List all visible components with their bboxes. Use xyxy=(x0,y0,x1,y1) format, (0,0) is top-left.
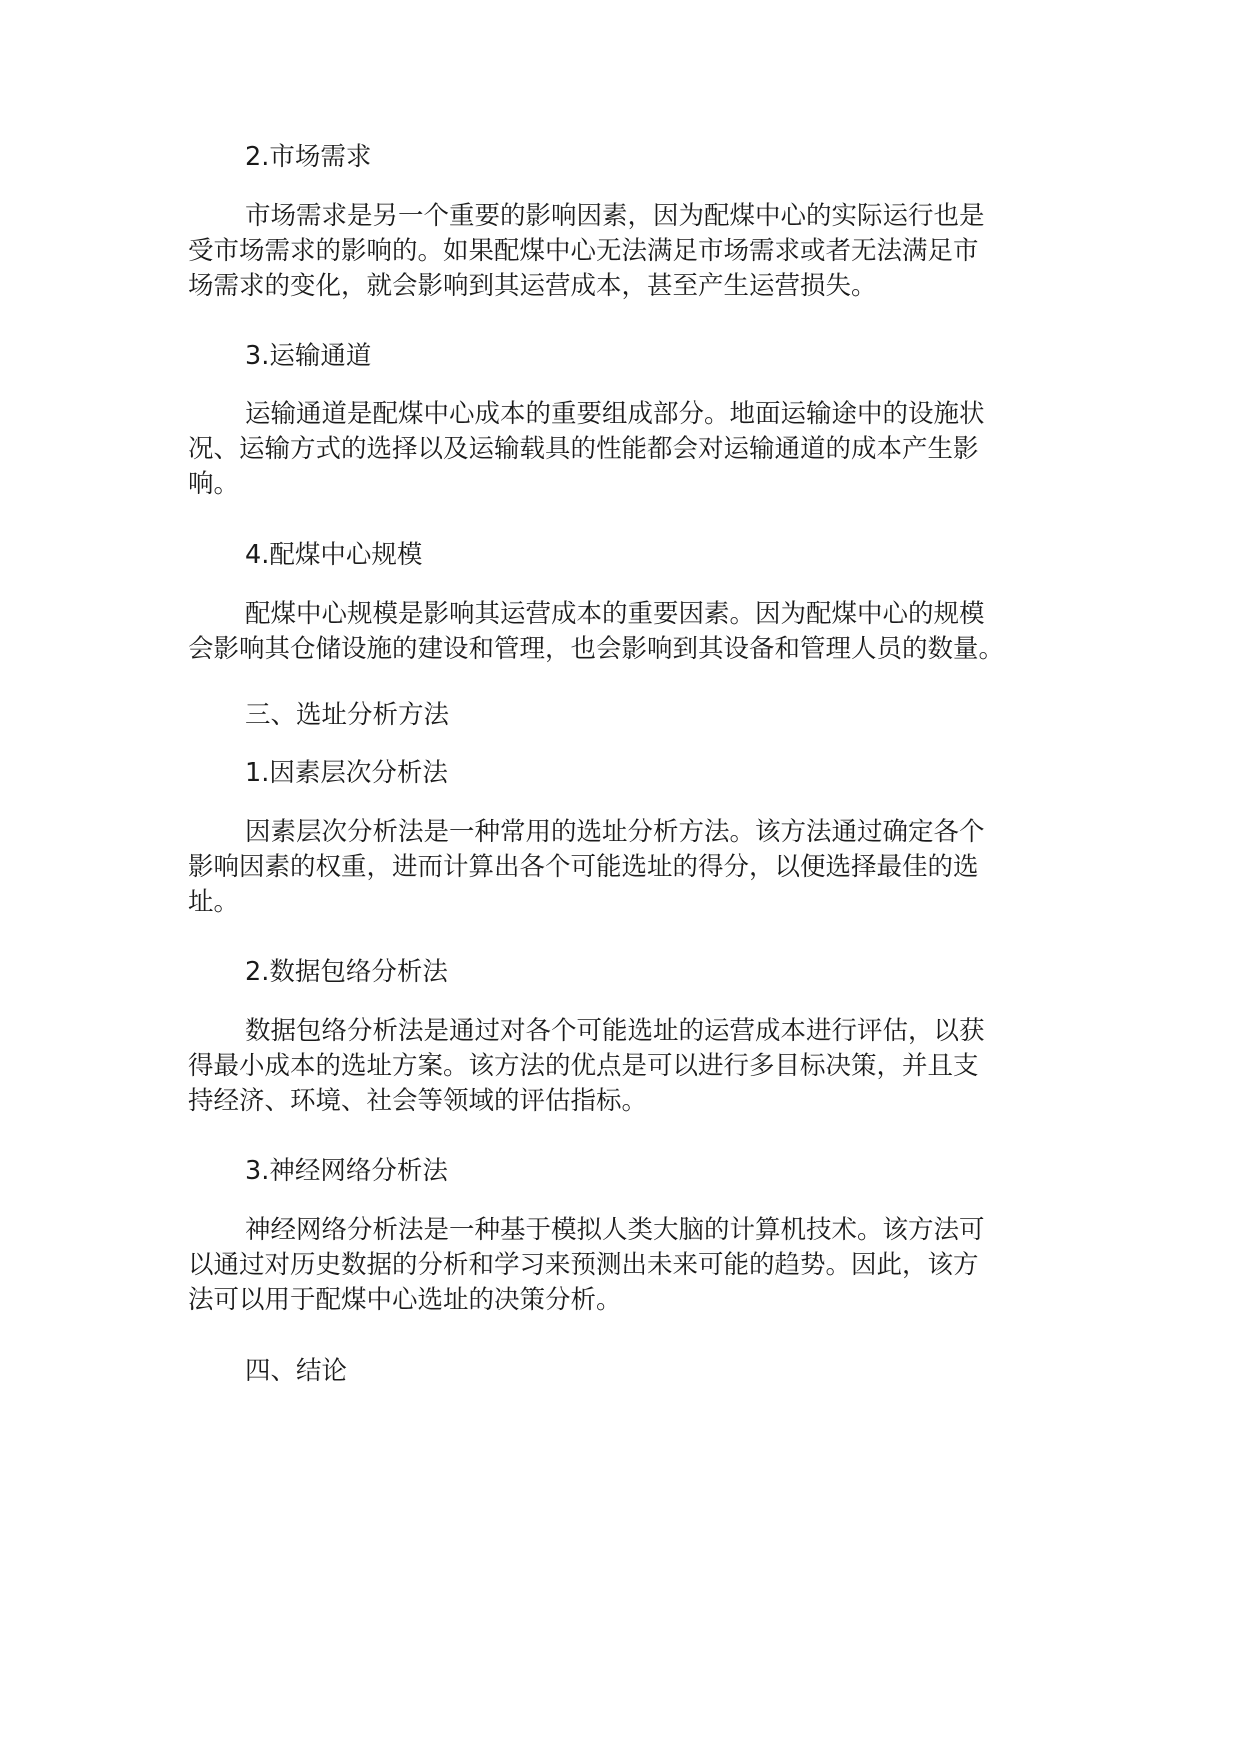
paragraph-line: 数据包络分析法是通过对各个可能选址的运营成本进行评估，以获 xyxy=(245,1016,985,1046)
paragraph-market-demand xyxy=(188,199,1068,304)
section-heading-ahp: 1.因素层次分析法 xyxy=(245,758,448,788)
paragraph-line: 持经济、环境、社会等领域的评估指标。 xyxy=(188,1086,648,1116)
section-heading-center-scale: 4.配煤中心规模 xyxy=(245,540,423,570)
paragraph-line: 得最小成本的选址方案。该方法的优点是可以进行多目标决策，并且支 xyxy=(188,1051,979,1081)
paragraph-line: 配煤中心规模是影响其运营成本的重要因素。因为配煤中心的规模 xyxy=(245,599,985,629)
paragraph-line: 况、运输方式的选择以及运输载具的性能都会对运输通道的成本产生影 xyxy=(188,434,979,464)
paragraph-line: 会影响其仓储设施的建设和管理，也会影响到其设备和管理人员的数量。 xyxy=(188,634,1005,664)
paragraph-center-scale xyxy=(188,597,1068,667)
paragraph-line: 以通过对历史数据的分析和学习来预测出未来可能的趋势。因此，该方 xyxy=(188,1250,979,1280)
paragraph-line: 因素层次分析法是一种常用的选址分析方法。该方法通过确定各个 xyxy=(245,817,985,847)
section-heading-site-analysis-methods: 三、选址分析方法 xyxy=(245,700,450,730)
paragraph-line: 运输通道是配煤中心成本的重要组成部分。地面运输途中的设施状 xyxy=(245,399,985,429)
paragraph-line: 场需求的变化，就会影响到其运营成本，甚至产生运营损失。 xyxy=(188,271,877,301)
paragraph-line: 响。 xyxy=(188,469,240,499)
section-heading-conclusion: 四、结论 xyxy=(245,1356,348,1386)
paragraph-dea xyxy=(188,1014,1068,1119)
section-heading-neural-network: 3.神经网络分析法 xyxy=(245,1156,448,1186)
paragraph-transport-channel xyxy=(188,397,1068,502)
section-heading-dea: 2.数据包络分析法 xyxy=(245,957,448,987)
paragraph-line: 市场需求是另一个重要的影响因素，因为配煤中心的实际运行也是 xyxy=(245,201,985,231)
paragraph-line: 法可以用于配煤中心选址的决策分析。 xyxy=(188,1285,622,1315)
paragraph-line: 影响因素的权重，进而计算出各个可能选址的得分，以便选择最佳的选 xyxy=(188,852,979,882)
section-heading-transport-channel: 3.运输通道 xyxy=(245,341,372,371)
paragraph-neural-network xyxy=(188,1213,1068,1318)
paragraph-ahp xyxy=(188,815,1068,920)
paragraph-line: 神经网络分析法是一种基于模拟人类大脑的计算机技术。该方法可 xyxy=(245,1215,985,1245)
paragraph-line: 受市场需求的影响的。如果配煤中心无法满足市场需求或者无法满足市 xyxy=(188,236,979,266)
section-heading-market-demand: 2.市场需求 xyxy=(245,142,372,172)
paragraph-line: 址。 xyxy=(188,887,240,917)
